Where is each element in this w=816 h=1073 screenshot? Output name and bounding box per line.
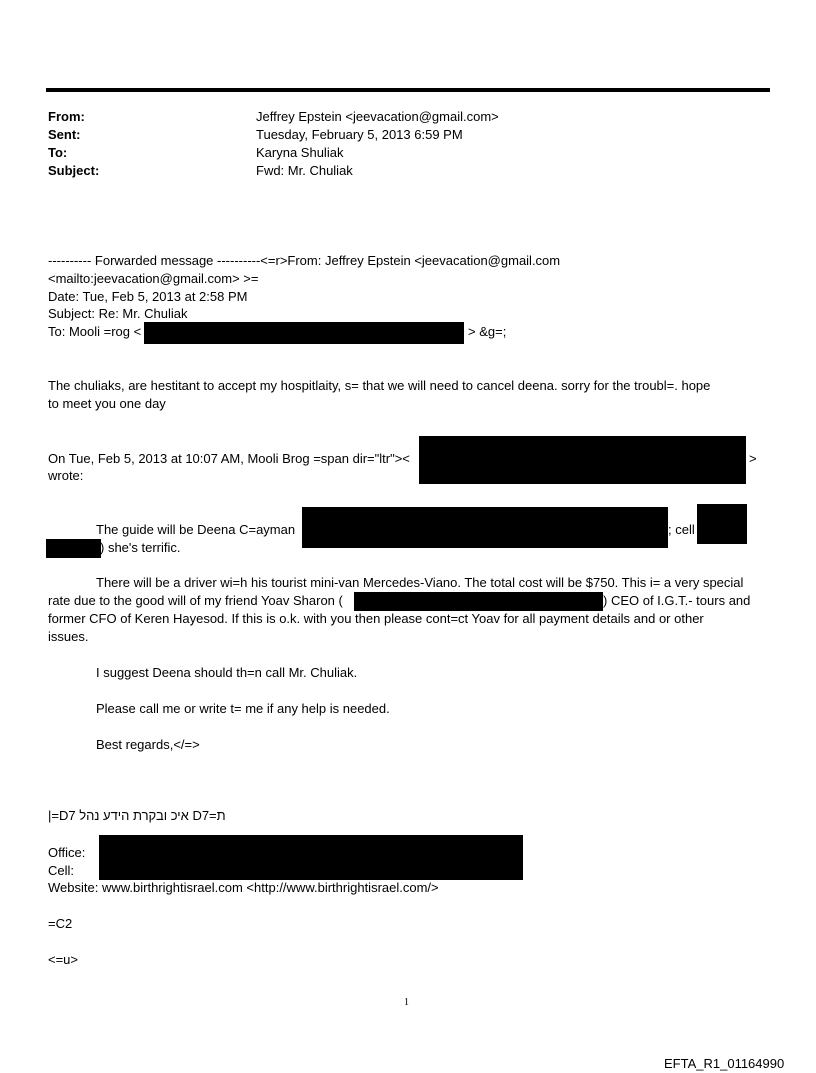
from-value: Jeffrey Epstein <jeevacation@gmail.com> xyxy=(256,109,499,124)
forward-date: Date: Tue, Feb 5, 2013 at 2:58 PM xyxy=(48,289,248,304)
guide-line-1: The guide will be Deena C=ayman xyxy=(96,522,296,537)
document-id: EFTA_R1_01164990 xyxy=(664,1056,785,1071)
redaction-quote-email xyxy=(419,436,746,484)
redaction-yoav-contact xyxy=(354,592,603,611)
regards-line: Best regards,</=> xyxy=(96,737,200,752)
please-line: Please call me or write t= me if any help is needed. xyxy=(96,701,390,716)
driver-line-4: issues. xyxy=(48,629,89,644)
subject-value: Fwd: Mr. Chuliak xyxy=(256,163,353,178)
guide-line-2: ) she's terrific. xyxy=(100,540,181,555)
redaction-cell-number xyxy=(697,504,747,544)
u-line: <=u> xyxy=(48,952,79,967)
redaction-guide-contact xyxy=(302,507,668,548)
body-para1-line1: The chuliaks, are hestitant to accept my hospitlaity, s= that we will need to cancel deena. sorry for the troubl=. hope xyxy=(48,378,711,393)
to-value: Karyna Shuliak xyxy=(256,145,344,160)
guide-cell: ; cell xyxy=(668,522,695,537)
forward-to-suffix: > &g=; xyxy=(468,324,507,339)
forward-subject: Subject: Re: Mr. Chuliak xyxy=(48,306,188,321)
forward-line-2: <mailto:jeevacation@gmail.com> >= xyxy=(48,271,259,286)
subject-label: Subject: xyxy=(48,163,100,178)
redaction-to-email xyxy=(144,322,464,344)
redaction-office-cell xyxy=(99,835,523,880)
suggest-line: I suggest Deena should th=n call Mr. Chuliak. xyxy=(96,665,358,680)
top-rule xyxy=(46,88,770,92)
forward-line-1: ---------- Forwarded message ----------<=r>From: Jeffrey Epstein <jeevacation@gmail.com xyxy=(48,253,561,268)
signature-hebrew-line: |=D7 איכ ובקרת הידע נהל D7=ת xyxy=(48,808,226,823)
quote-line-1: On Tue, Feb 5, 2013 at 10:07 AM, Mooli Brog =span dir="ltr">< xyxy=(48,451,410,466)
office-label: Office: xyxy=(48,845,86,860)
c2-line: =C2 xyxy=(48,916,73,931)
driver-line-3: former CFO of Keren Hayesod. If this is o.k. with you then please cont=ct Yoav for all payment details and or other xyxy=(48,611,704,626)
sent-value: Tuesday, February 5, 2013 6:59 PM xyxy=(256,127,463,142)
sent-label: Sent: xyxy=(48,127,81,142)
to-label: To: xyxy=(48,145,68,160)
quote-line-1-suffix: > xyxy=(749,451,757,466)
body-para1-line2: to meet you one day xyxy=(48,396,166,411)
driver-line-2-prefix: rate due to the good will of my friend Yoav Sharon ( xyxy=(48,593,343,608)
cell-label: Cell: xyxy=(48,863,75,878)
website-line: Website: www.birthrightisrael.com <http://www.birthrightisrael.com/> xyxy=(48,880,439,895)
driver-line-2-suffix: ) CEO of I.G.T.- tours and xyxy=(603,593,751,608)
forward-to-prefix: To: Mooli =rog < xyxy=(48,324,142,339)
from-label: From: xyxy=(48,109,85,124)
driver-line-1: There will be a driver wi=h his tourist mini-van Mercedes-Viano. The total cost will be $750. This i= a very special xyxy=(96,575,744,590)
quote-line-2: wrote: xyxy=(48,468,84,483)
redaction-cell-number-2 xyxy=(46,539,101,558)
page-number: 1 xyxy=(404,997,409,1008)
